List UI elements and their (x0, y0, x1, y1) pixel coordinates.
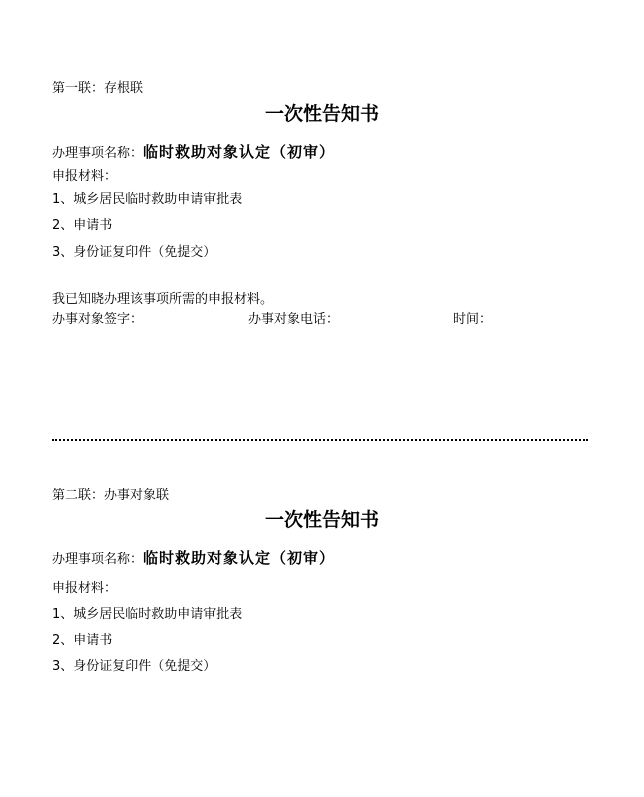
material-item: 3、身份证复印件（免提交） (52, 245, 217, 260)
notice-title-stub: 一次性告知书 (264, 103, 379, 125)
time-label: 时间： (453, 312, 493, 327)
item-name: 临时救助对象认定（初审） (143, 549, 336, 567)
cut-line-divider (52, 439, 588, 441)
acknowledgement-text: 我已知晓办理该事项所需的申报材料。 (52, 292, 274, 307)
item-row-stub (52, 144, 335, 160)
copy-label-applicant: 第二联：办事对象联 (52, 488, 170, 503)
material-item: 3、身份证复印件（免提交） (52, 659, 217, 674)
item-name: 临时救助对象认定（初审） (143, 143, 336, 161)
material-item: 2、申请书 (52, 218, 113, 233)
item-label: 办理事项名称： (52, 146, 144, 161)
material-item: 1、城乡居民临时救助申请审批表 (52, 607, 243, 622)
material-item: 1、城乡居民临时救助申请审批表 (52, 192, 243, 207)
notice-title-applicant: 一次性告知书 (264, 509, 379, 531)
materials-label-applicant: 申报材料： (52, 581, 118, 596)
material-item: 2、申请书 (52, 633, 113, 648)
item-label: 办理事项名称： (52, 552, 144, 567)
materials-label-stub: 申报材料： (52, 169, 118, 184)
item-row-applicant (52, 550, 335, 566)
signature-label: 办事对象签字： (52, 312, 144, 327)
phone-label: 办事对象电话： (248, 312, 340, 327)
copy-label-stub: 第一联：存根联 (52, 81, 144, 96)
